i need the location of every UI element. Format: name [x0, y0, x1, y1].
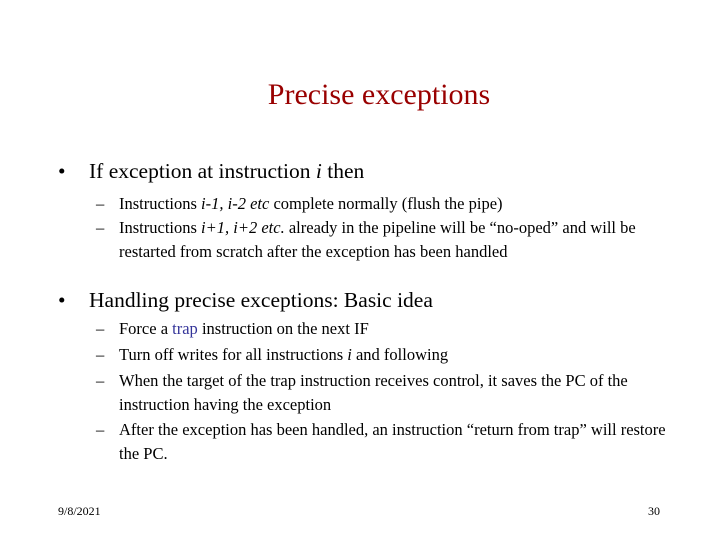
bullet-text-variable: i: [315, 159, 322, 183]
text-part: already in the pipeline will be “no-oped” and will be restarted from scratch after the exception has been handled: [119, 218, 636, 261]
dash-marker: –: [96, 420, 105, 439]
dash-marker: –: [96, 345, 105, 364]
text-part: Instructions: [119, 218, 202, 237]
subbullet-later-instructions: [96, 216, 666, 264]
text-part: instruction on the next IF: [197, 319, 369, 338]
text-italic: i+1, i+2 etc.: [201, 218, 285, 237]
subbullet-save-pc: [96, 369, 666, 417]
text-italic: i: [347, 345, 352, 364]
text-part: Force a: [119, 319, 173, 338]
text-part: complete normally (flush the pipe): [269, 194, 503, 213]
bullet-text-prefix: If exception at instruction: [89, 159, 316, 183]
subbullet-text: [119, 343, 666, 367]
footer-date: 9/8/2021: [58, 504, 101, 518]
bullet-text: Handling precise exceptions: Basic idea: [89, 288, 433, 312]
dash-marker: –: [96, 194, 105, 213]
subbullet-restore-pc: [96, 418, 666, 466]
subbullet-force-trap: [96, 317, 666, 341]
text-part: Instructions: [119, 194, 202, 213]
dash-marker: –: [96, 319, 105, 338]
bullet-marker: •: [58, 159, 66, 183]
text-part: and following: [351, 345, 449, 364]
text-italic: i-1, i-2 etc: [201, 194, 270, 213]
text-part: Turn off writes for all instructions: [119, 345, 348, 364]
dash-marker: –: [96, 218, 105, 237]
subbullet-text: [119, 192, 666, 216]
subbullet-turn-off-writes: [96, 343, 666, 367]
dash-marker: –: [96, 371, 105, 390]
bullet-text: [89, 157, 364, 185]
slide-title: Precise exceptions: [267, 78, 491, 111]
subbullet-text: After the exception has been handled, an instruction “return from trap” will restore the PC.: [119, 420, 666, 463]
bullet-marker: •: [58, 288, 66, 312]
subbullet-text: When the target of the trap instruction receives control, it saves the PC of the instruction having the exception: [119, 371, 628, 414]
bullet-text-suffix: then: [321, 159, 365, 183]
trap-keyword: trap: [172, 319, 198, 338]
subbullet-earlier-instructions: [96, 192, 666, 216]
subbullet-text: [119, 216, 666, 264]
subbullet-text: [119, 317, 666, 341]
page-number: 30: [648, 504, 660, 518]
